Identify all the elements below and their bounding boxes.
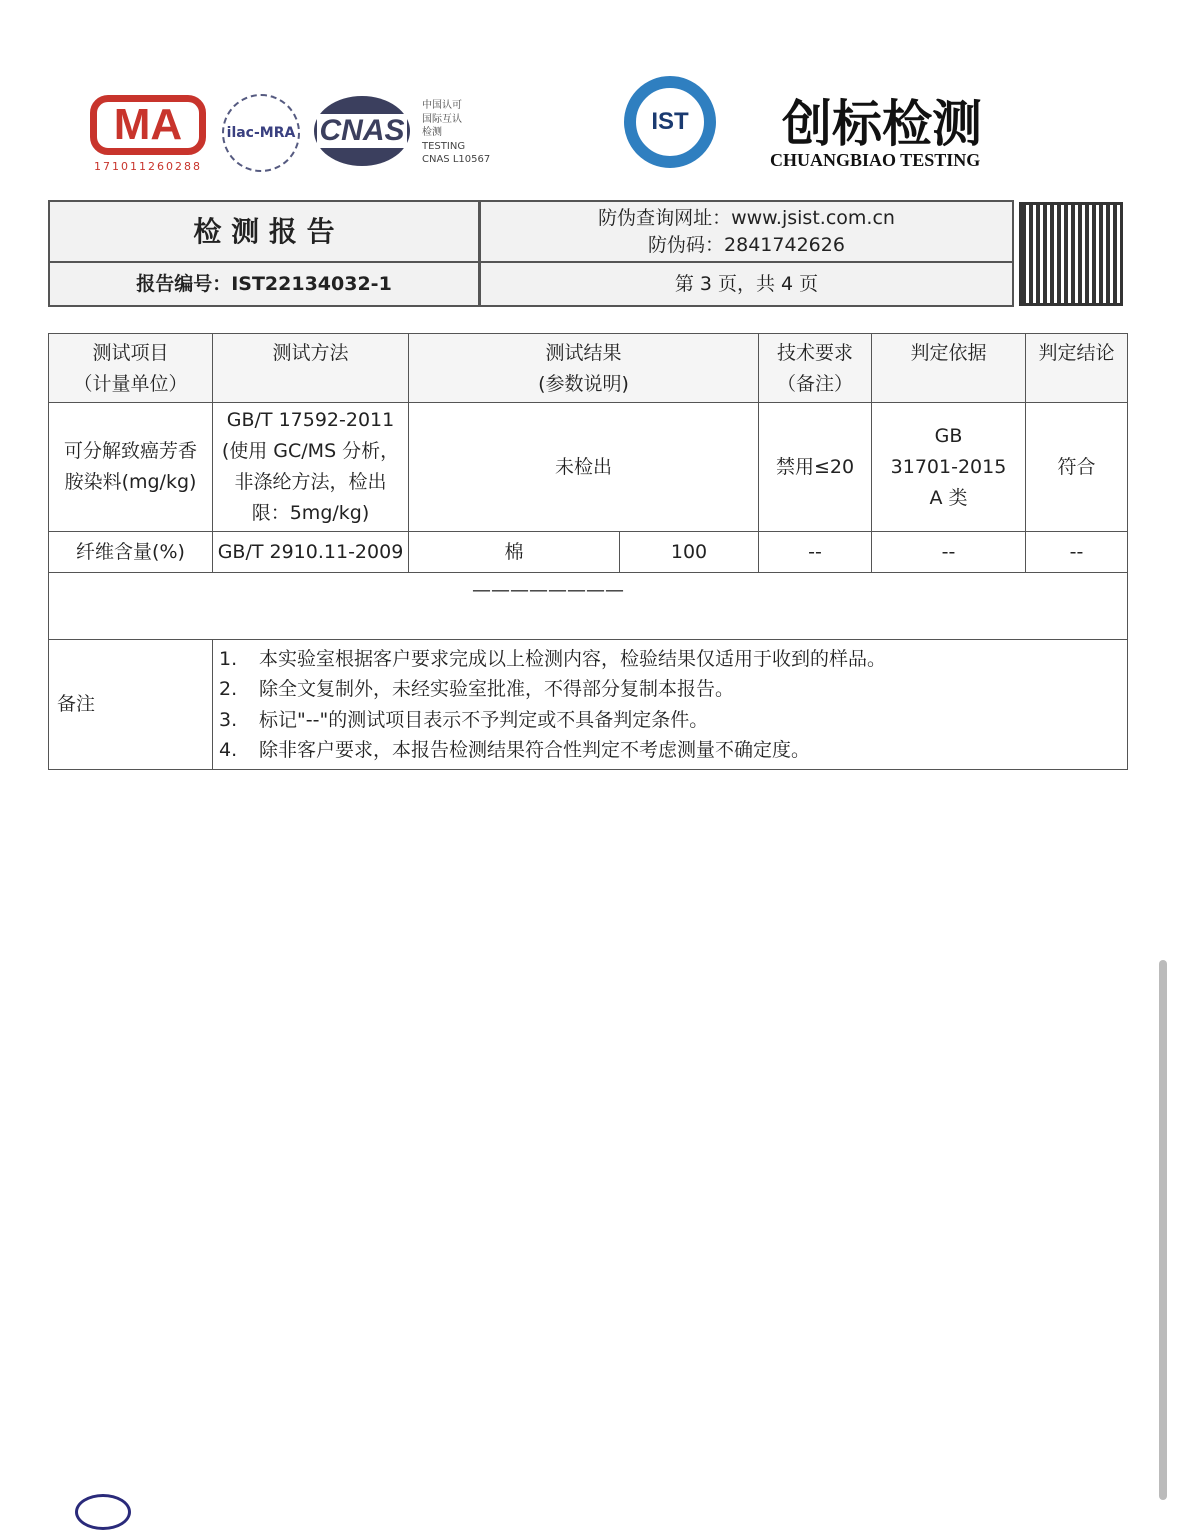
cell-text: 31701-2015 xyxy=(890,455,1007,478)
cma-logo xyxy=(90,95,206,155)
col-header-conclusion xyxy=(1025,333,1128,403)
note-text: 本实验室根据客户要求完成以上检测内容，检验结果仅适用于收到的样品。 xyxy=(259,647,887,670)
row2-basis xyxy=(871,531,1026,573)
ist-text: IST xyxy=(651,108,689,135)
row2-method xyxy=(212,531,409,573)
anti-fake-info xyxy=(479,200,1014,263)
caption-line: CNAS L10567 xyxy=(422,154,491,165)
notes-label xyxy=(48,639,213,770)
cell-text: 胺染料(mg/kg) xyxy=(64,471,197,493)
note-text: 除全文复制外，未经实验室批准，不得部分复制本报告。 xyxy=(259,678,735,700)
note-text: 除非客户要求，本报告检测结果符合性判定不考虑测量不确定度。 xyxy=(259,739,811,761)
header-text: 测试方法 xyxy=(272,342,349,364)
cell-text: 可分解致癌芳香 xyxy=(63,440,197,462)
scrollbar[interactable] xyxy=(1159,960,1167,1500)
row1-basis xyxy=(871,402,1026,532)
caption-line: 检测 xyxy=(422,127,442,138)
note-item xyxy=(219,644,886,675)
header-text: （备注） xyxy=(776,373,853,395)
cell-text: GB/T 17592-2011 xyxy=(226,409,395,431)
row1-item xyxy=(48,402,213,532)
notes-label-text: 备注 xyxy=(57,693,96,715)
ist-logo xyxy=(624,76,716,168)
cma-number: 171011260288 xyxy=(94,160,202,173)
note-text: 标记"--"的测试项目表示不予判定或不具备判定条件。 xyxy=(259,708,709,731)
ilac-text: ilac-MRA xyxy=(226,125,296,141)
cell-text: 纤维含量(%) xyxy=(76,540,185,563)
header-text: 测试项目 xyxy=(92,342,169,364)
cell-text: (使用 GC/MS 分析， xyxy=(221,440,400,462)
anti-fake-code: 防伪码：2841742626 xyxy=(648,233,845,256)
header-text: 判定依据 xyxy=(910,342,987,364)
cell-text: -- xyxy=(808,540,822,563)
report-number xyxy=(48,261,480,307)
caption-line: 国际互认 xyxy=(422,113,462,125)
anti-fake-url: 防伪查询网址：www.jsist.com.cn xyxy=(598,206,895,229)
note-number: 2. xyxy=(219,678,238,700)
row2-result-value xyxy=(619,531,759,573)
ilac-mra-logo xyxy=(222,94,300,172)
header-text: （计量单位） xyxy=(73,373,188,395)
cnas-text: CNAS xyxy=(319,114,405,147)
note-item xyxy=(219,735,810,766)
title-text: 检 测 报 告 xyxy=(193,215,335,248)
page-indicator xyxy=(479,261,1014,307)
header-text: 测试结果 xyxy=(545,342,622,364)
row2-result-name xyxy=(408,531,620,573)
qr-code xyxy=(1022,205,1120,303)
report-no-text: 报告编号：IST22134032-1 xyxy=(136,272,392,295)
end-line-row xyxy=(48,572,1128,640)
note-number: 1. xyxy=(219,647,238,670)
cell-text: 非涤纶方法，检出 xyxy=(234,471,387,493)
row2-requirement xyxy=(758,531,872,573)
cell-text: 未检出 xyxy=(554,455,612,478)
col-header-method xyxy=(212,333,409,403)
note-number: 4. xyxy=(219,739,238,761)
row2-conclusion xyxy=(1025,531,1128,573)
caption-line: TESTING xyxy=(422,140,466,152)
col-header-requirement xyxy=(758,333,872,403)
page-text: 第 3 页，共 4 页 xyxy=(674,272,819,295)
end-line: ———————— xyxy=(472,579,624,601)
col-header-result xyxy=(408,333,759,403)
report-title xyxy=(48,200,480,263)
row1-method xyxy=(212,402,409,532)
header-text: (参数说明) xyxy=(538,373,629,395)
cell-text: -- xyxy=(941,540,956,563)
bottom-seal-edge xyxy=(75,1494,131,1530)
row1-result xyxy=(408,402,759,532)
notes-list xyxy=(212,639,1128,770)
col-header-basis xyxy=(871,333,1026,403)
cell-text: GB/T 2910.11-2009 xyxy=(217,540,404,563)
cell-text: GB xyxy=(934,424,963,447)
cell-text: 符合 xyxy=(1057,455,1096,478)
row1-conclusion xyxy=(1025,402,1128,532)
cma-text: MA xyxy=(113,100,183,149)
note-number: 3. xyxy=(219,708,238,731)
cnas-logo xyxy=(314,96,410,166)
row1-requirement xyxy=(758,402,872,532)
cell-text: -- xyxy=(1069,540,1084,563)
cell-text: A 类 xyxy=(929,486,968,509)
header-text: 技术要求 xyxy=(776,342,853,364)
cell-text: 棉 xyxy=(504,540,524,563)
cell-text: 限：5mg/kg) xyxy=(251,502,370,524)
caption-line: 中国认可 xyxy=(422,100,462,111)
note-item xyxy=(219,705,708,736)
row2-item xyxy=(48,531,213,573)
col-header-item xyxy=(48,333,213,403)
header-text: 判定结论 xyxy=(1038,342,1115,364)
cnas-caption xyxy=(422,99,490,167)
brand-cn: 创标检测 xyxy=(782,94,982,153)
cell-text: 100 xyxy=(670,540,708,563)
note-item xyxy=(219,674,734,705)
brand-en: CHUANGBIAO TESTING xyxy=(770,150,981,170)
cell-text: 禁用≤20 xyxy=(775,455,855,478)
